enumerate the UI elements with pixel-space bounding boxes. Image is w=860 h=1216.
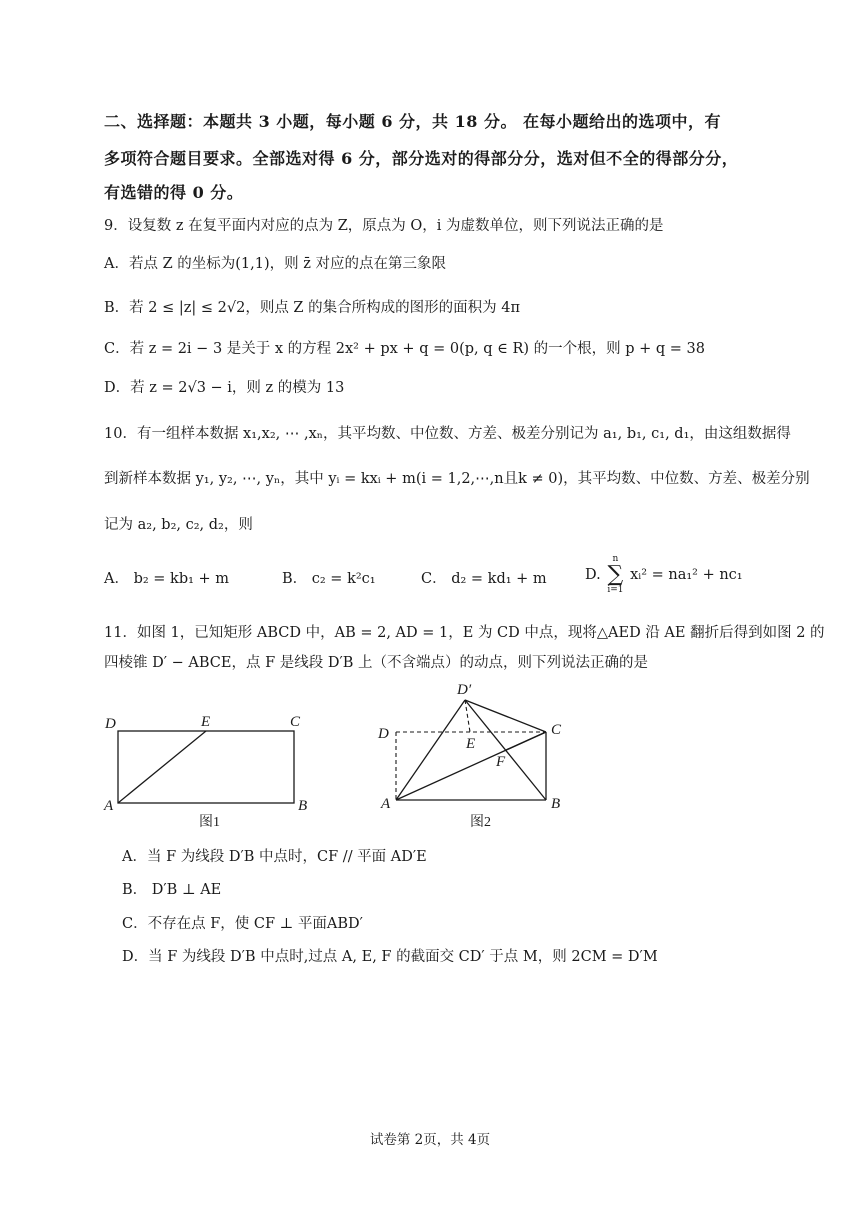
q10-stem-line3: 记为 a₂, b₂, c₂, d₂，则 bbox=[104, 517, 253, 533]
section-heading-line2: 多项符合题目要求。全部选对得 6 分，部分选对的得部分分，选对但不全的得部分分， bbox=[104, 149, 739, 168]
sum-sigma: ∑ bbox=[607, 562, 624, 587]
fig2-label-f: F bbox=[496, 754, 506, 770]
fig1-caption: 图1 bbox=[199, 815, 220, 830]
fig1-label-e: E bbox=[201, 714, 211, 730]
q11-option-b: B． D′B ⊥ AE bbox=[122, 882, 222, 898]
q10-option-c: C． d₂ = kd₁ + m bbox=[421, 571, 547, 587]
figure-1 bbox=[103, 714, 307, 830]
segment-fc bbox=[506, 732, 546, 750]
sum-lower-limit: i=1 bbox=[607, 585, 624, 595]
q9-stem: 9．设复数 z 在复平面内对应的点为 Z，原点为 O，i 为虚数单位，则下列说法正确的是 bbox=[104, 218, 664, 234]
fig1-label-b: B bbox=[298, 798, 308, 814]
page-footer: 试卷第 2页，共 4页 bbox=[369, 1132, 491, 1148]
fig2-label-dprime: D′ bbox=[457, 682, 472, 698]
q11-option-c: C．不存在点 F，使 CF ⊥ 平面ABD′ bbox=[122, 916, 363, 932]
fig2-label-d: D bbox=[378, 726, 389, 742]
q9-option-a: A．若点 Z 的坐标为(1,1)，则 z̄ 对应的点在第三象限 bbox=[104, 256, 446, 272]
q11-stem-line1: 11．如图 1，已知矩形 ABCD 中，AB = 2, AD = 1，E 为 CD 中点，现将△AED 沿 AE 翻折后得到如图 2 的 bbox=[104, 625, 825, 641]
fig1-label-a: A bbox=[104, 798, 114, 814]
segment-ae bbox=[118, 731, 206, 803]
q10-option-d-prefix: D. bbox=[585, 567, 601, 583]
q11-option-d: D．当 F 为线段 D′B 中点时,过点 A, E, F 的截面交 CD′ 于点 M，则 2CM = D′M bbox=[122, 949, 658, 965]
q9-option-c: C．若 z = 2i − 3 是关于 x 的方程 2x² + px + q = 0(p, q ∈ R) 的一个根，则 p + q = 38 bbox=[104, 341, 705, 357]
fig2-caption: 图2 bbox=[470, 815, 491, 830]
figure-2 bbox=[377, 682, 562, 830]
fig2-label-c: C bbox=[551, 722, 562, 738]
q10-stem-line2: 到新样本数据 y₁, y₂, ⋯, yₙ，其中 yᵢ = kxᵢ + m(i = 1,2,⋯,n且k ≠ 0)，其平均数、中位数、方差、极差分别 bbox=[104, 471, 810, 487]
q9-option-d: D．若 z = 2√3 − i，则 z 的模为 13 bbox=[104, 380, 345, 396]
fig1-label-c: C bbox=[290, 714, 301, 730]
q11-stem-line2: 四棱锥 D′ − ABCE，点 F 是线段 D′B 上（不含端点）的动点，则下列说法正确的是 bbox=[104, 655, 649, 671]
sum-upper-limit: n bbox=[612, 554, 619, 564]
q10-option-d bbox=[585, 555, 743, 595]
section-heading-line1: 二、选择题：本题共 3 小题，每小题 6 分，共 18 分。 在每小题给出的选项中，有 bbox=[104, 112, 722, 131]
q11-option-a: A．当 F 为线段 D′B 中点时，CF // 平面 AD′E bbox=[122, 849, 427, 865]
rectangle-abcd bbox=[118, 731, 294, 803]
q10-option-b: B． c₂ = k²c₁ bbox=[282, 571, 376, 587]
q9-option-b: B．若 2 ≤ |z| ≤ 2√2，则点 Z 的集合所构成的图形的面积为 4π bbox=[104, 300, 520, 316]
fig1-label-d: D bbox=[105, 716, 116, 732]
figures bbox=[0, 680, 860, 840]
q10-option-a: A． b₂ = kb₁ + m bbox=[104, 571, 230, 587]
fig2-label-b: B bbox=[551, 796, 561, 812]
q10-option-d-expr: xᵢ² = na₁² + nc₁ bbox=[630, 567, 743, 583]
section-heading-line3: 有选错的得 0 分。 bbox=[104, 183, 244, 202]
summation-symbol bbox=[607, 555, 623, 595]
q10-stem-line1: 10．有一组样本数据 x₁,x₂, ⋯ ,xₙ，其平均数、中位数、方差、极差分别记为 a₁, b₁, c₁, d₁，由这组数据得 bbox=[104, 426, 791, 442]
fig2-label-a: A bbox=[381, 796, 391, 812]
fig2-label-e: E bbox=[466, 736, 476, 752]
